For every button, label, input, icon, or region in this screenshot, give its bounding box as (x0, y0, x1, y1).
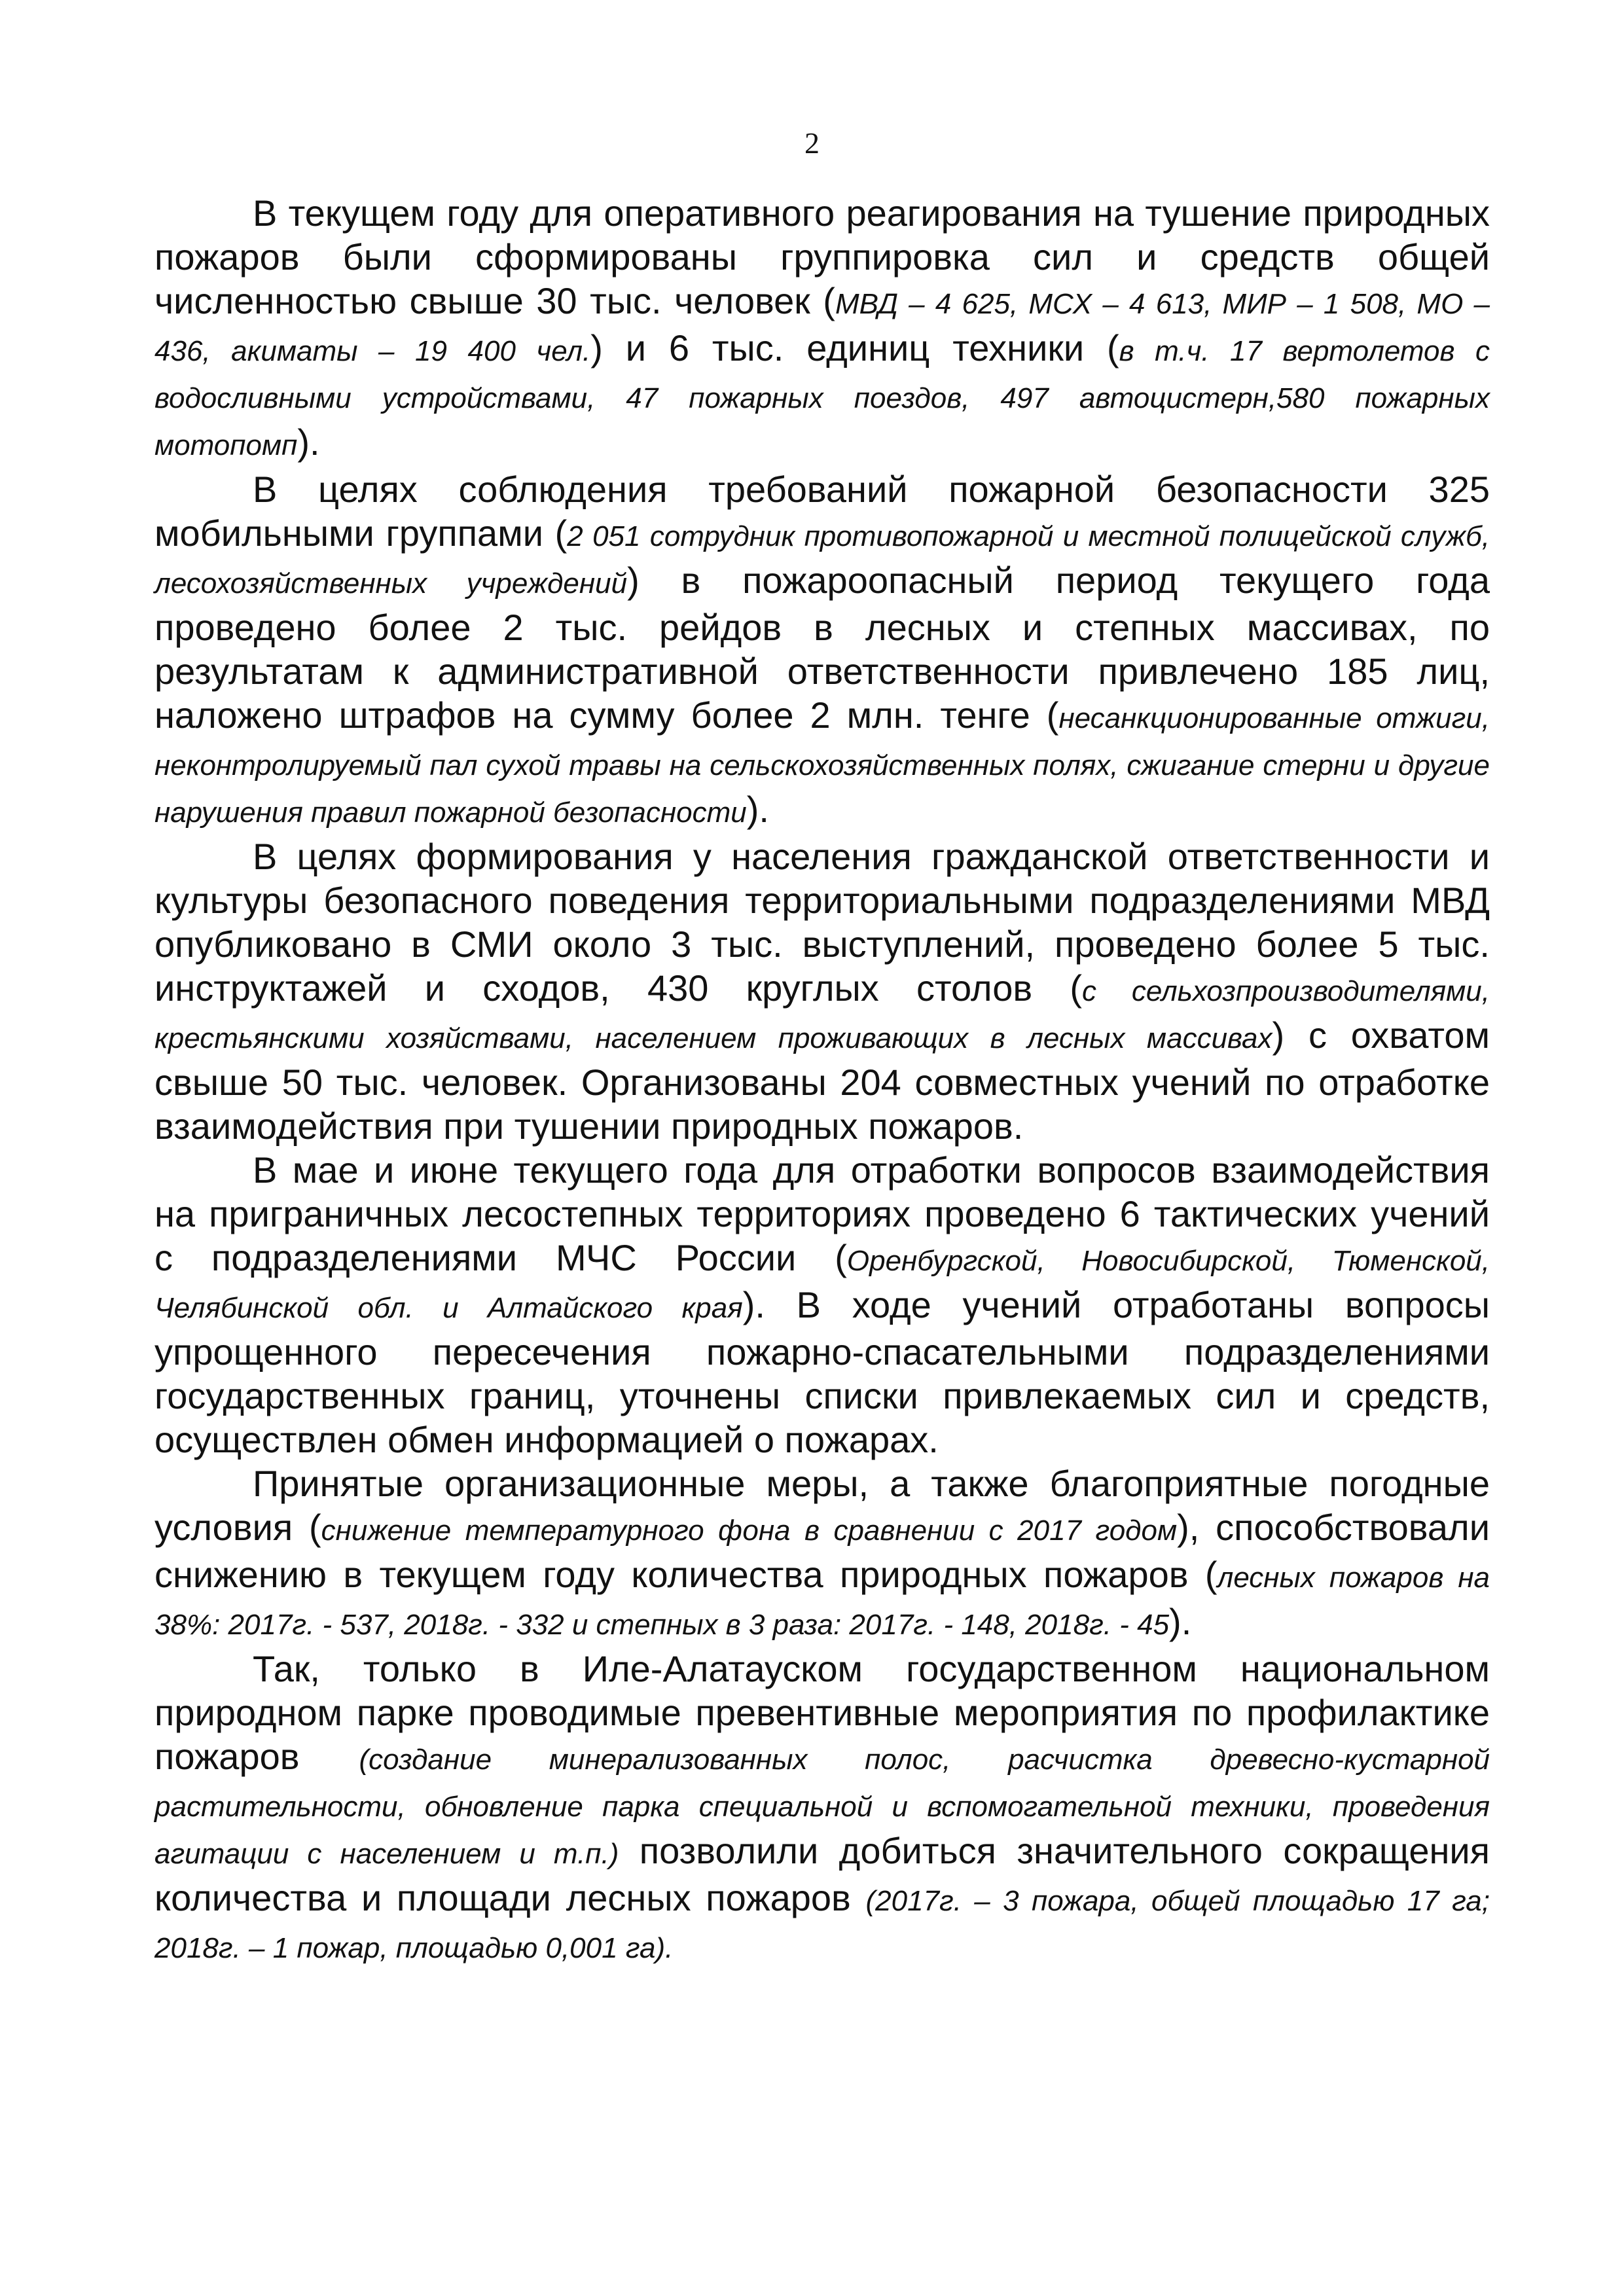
italic-note: (создание минерализованных полос, расчистка древесно-кустарной растительности, обновление парка специальной и вспомогательной техники, проведения агитации с населением и т.п.) (154, 1744, 1490, 1870)
document-body (154, 191, 1490, 1970)
italic-note: МВД – 4 625, МСХ – 4 613, МИР – 1 508, МО – 436, акиматы – 19 400 чел. (154, 288, 1490, 367)
text-segment: В целях соблюдения требований пожарной безопасности 325 мобильными группами ( (154, 469, 1490, 554)
paragraph-5 (154, 1462, 1490, 1647)
paragraph-3 (154, 834, 1490, 1148)
italic-note: несанкционированные отжиги, неконтролируемый пал сухой травы на сельскохозяйственных полях, сжигание стерни и другие нарушения правил пожарной безопасности (154, 702, 1490, 829)
text-segment: ). (746, 789, 769, 830)
text-segment: В текущем году для оперативного реагирования на тушение природных пожаров были сформированы группировка сил и средств общей численностью свыше 30 тыс. человек ( (154, 192, 1490, 321)
text-segment: В целях формирования у населения гражданской ответственности и культуры безопасного поведения территориальными подразделениями МВД опубликовано в СМИ около 3 тыс. выступлений, проведено более 5 тыс. инструктажей и сходов, 430 круглых столов ( (154, 836, 1490, 1009)
paragraph-2 (154, 467, 1490, 834)
page-number: 2 (804, 126, 820, 160)
italic-note: в т.ч. 17 вертолетов с водосливными устройствами, 47 пожарных поездов, 497 автоцистерн,580 пожарных мотопомп (154, 335, 1490, 461)
text-segment: ). В ходе учений отработаны вопросы упрощенного пересечения пожарно-спасательными подразделениями государственных границ, уточнены списки привлекаемых сил и средств, осуществлен обмен информацией о пожарах. (154, 1284, 1490, 1460)
paragraph-4 (154, 1148, 1490, 1462)
text-segment: Так, только в Иле-Алатауском государственном национальном природном парке проводимые превентивные мероприятия по профилактике пожаров (154, 1648, 1490, 1777)
text-segment: ), способствовали снижению в текущем году количества природных пожаров ( (154, 1507, 1490, 1595)
text-segment: Принятые организационные меры, а также благоприятные погодные условия ( (154, 1463, 1490, 1548)
text-segment: В мае и июне текущего года для отработки вопросов взаимодействия на приграничных лесостепных территориях проведено 6 тактических учений с подразделениями МЧС России ( (154, 1149, 1490, 1278)
paragraph-1 (154, 191, 1490, 467)
text-segment: ). (1169, 1601, 1192, 1642)
italic-note: снижение температурного фона в сравнении с 2017 годом (321, 1515, 1178, 1547)
italic-note: с сельхозпроизводителями, крестьянскими хозяйствами, населением проживающих в лесных массивах (154, 975, 1490, 1054)
italic-note: лесных пожаров на 38%: 2017г. - 537, 2018г. - 332 и степных в 3 раза: 2017г. - 148, 2018г. - 45 (154, 1562, 1490, 1641)
paragraph-6 (154, 1647, 1490, 1970)
text-segment: позволили добиться значительного сокращения количества и площади лесных пожаров (154, 1830, 1490, 1918)
italic-note: 2 051 сотрудник противопожарной и местной полицейской служб, лесохозяйственных учреждений (154, 520, 1490, 600)
text-segment: ). (297, 422, 320, 463)
text-segment: ) с охватом свыше 50 тыс. человек. Организованы 204 совместных учений по отработке взаимодействия при тушении природных пожаров. (154, 1014, 1490, 1147)
text-segment: ) и 6 тыс. единиц техники ( (590, 327, 1119, 368)
text-segment: ) в пожароопасный период текущего года проведено более 2 тыс. рейдов в лесных и степных массивах, по результатам к административной ответственности привлечено 185 лиц, наложено штрафов на сумму более 2 млн. тенге ( (154, 560, 1490, 736)
italic-note: Оренбургской, Новосибирской, Тюменской, Челябинской обл. и Алтайского края (154, 1245, 1490, 1324)
italic-note: (2017г. – 3 пожара, общей площадью 17 га; 2018г. – 1 пожар, площадью 0,001 га). (154, 1885, 1490, 1964)
